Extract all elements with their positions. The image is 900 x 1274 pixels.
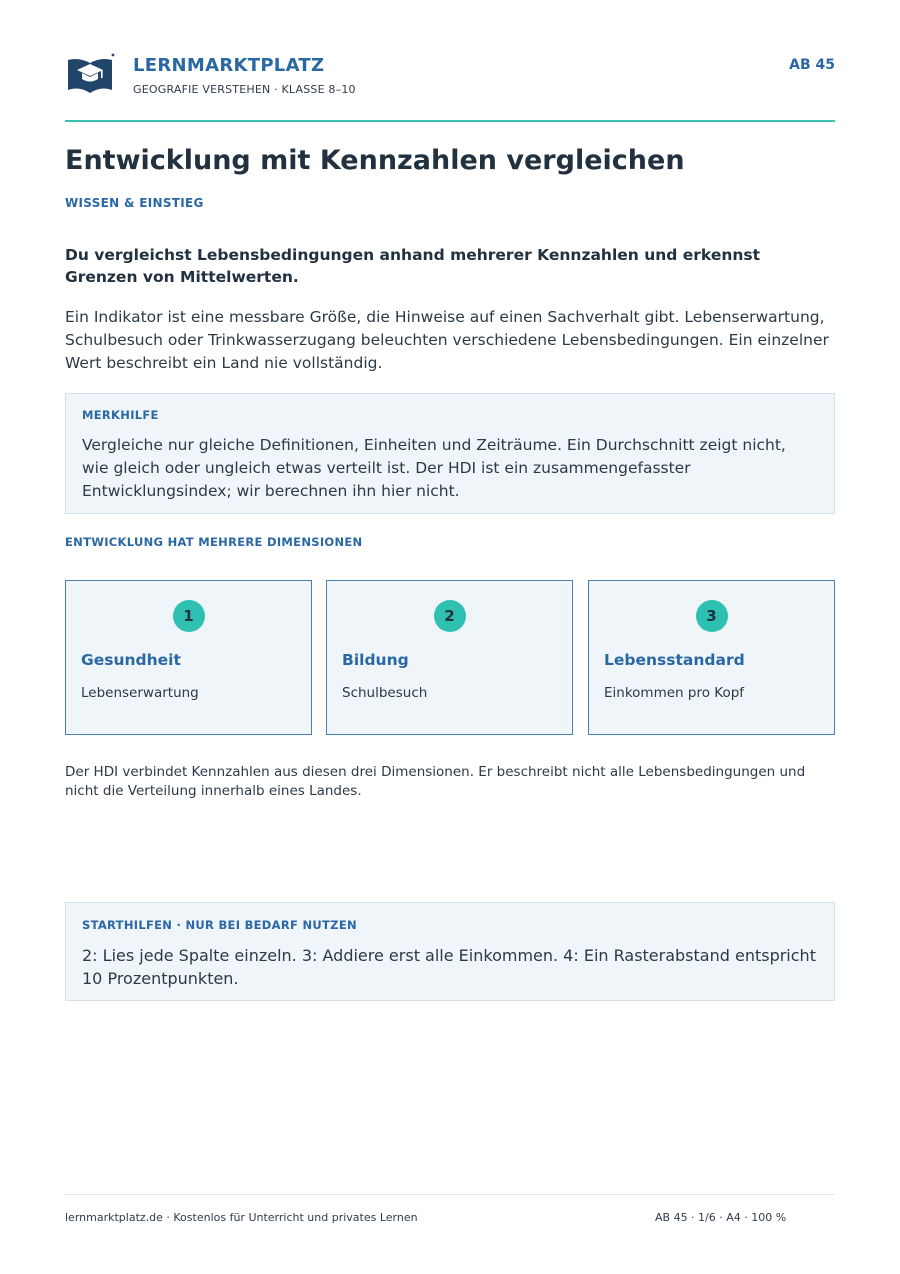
section-tag: WISSEN & EINSTIEG <box>65 196 204 210</box>
header-divider <box>65 120 835 122</box>
card-description: Lebenserwartung <box>81 685 199 701</box>
card-number-badge: 2 <box>434 600 466 632</box>
brand-subtitle: GEOGRAFIE VERSTEHEN · KLASSE 8–10 <box>133 83 356 96</box>
page-title: Entwicklung mit Kennzahlen vergleichen <box>65 145 685 176</box>
card-title: Lebensstandard <box>604 651 745 669</box>
lead-text: Du vergleichst Lebensbedingungen anhand mehrerer Kennzahlen und erkennst Grenzen von Mittelwerten. <box>65 246 761 286</box>
merkhilfe-box <box>65 393 835 514</box>
dimensions-heading: ENTWICKLUNG HAT MEHRERE DIMENSIONEN <box>65 535 363 549</box>
header <box>65 48 835 100</box>
merkhilfe-label: MERKHILFE <box>82 408 159 422</box>
merkhilfe-text: Vergleiche nur gleiche Definitionen, Einheiten und Zeiträume. Ein Durchschnitt zeigt nicht, wie gleich oder ungleich etwas verteilt ist. Der HDI ist ein zusammengefasster Entwicklungsindex; wir berechnen ihn hier nicht. <box>82 436 786 500</box>
footer-site-info: lernmarktplatz.de · Kostenlos für Unterricht und privates Lernen <box>65 1211 418 1224</box>
graduation-cap-book-icon <box>65 52 115 96</box>
card-description: Einkommen pro Kopf <box>604 685 745 701</box>
intro-text: Ein Indikator ist eine messbare Größe, die Hinweise auf einen Sachverhalt gibt. Lebenserwartung, Schulbesuch oder Trinkwasserzugang beleuchten verschiedene Lebensbedingungen. Ein einzelner Wert beschreibt ein Land nie vollständig. <box>65 308 829 372</box>
card-title: Gesundheit <box>81 651 181 669</box>
starthilfen-box <box>65 902 835 1001</box>
sheet-code: AB 45 <box>789 57 835 73</box>
card-number-badge: 1 <box>173 600 205 632</box>
hdi-note: Der HDI verbindet Kennzahlen aus diesen drei Dimensionen. Er beschreibt nicht alle Lebensbedingungen und nicht die Verteilung innerhalb eines Landes. <box>65 764 806 799</box>
brand-name: LERNMARKTPLATZ <box>133 55 325 76</box>
card-number-badge: 3 <box>696 600 728 632</box>
footer-page-info: AB 45 · 1/6 · A4 · 100 % <box>655 1211 787 1224</box>
card-description: Schulbesuch <box>342 685 428 701</box>
worksheet-page <box>65 0 835 1274</box>
dimension-card-gesundheit <box>65 580 312 735</box>
footer-divider <box>65 1194 835 1195</box>
dimension-cards <box>65 580 835 735</box>
dimension-card-bildung <box>326 580 573 735</box>
card-title: Bildung <box>342 651 409 669</box>
dimension-card-lebensstandard <box>588 580 835 735</box>
starthilfen-label: STARTHILFEN · NUR BEI BEDARF NUTZEN <box>82 918 357 932</box>
starthilfen-text: 2: Lies jede Spalte einzeln. 3: Addiere erst alle Einkommen. 4: Ein Rasterabstand entspricht 10 Prozentpunkten. <box>82 946 816 988</box>
